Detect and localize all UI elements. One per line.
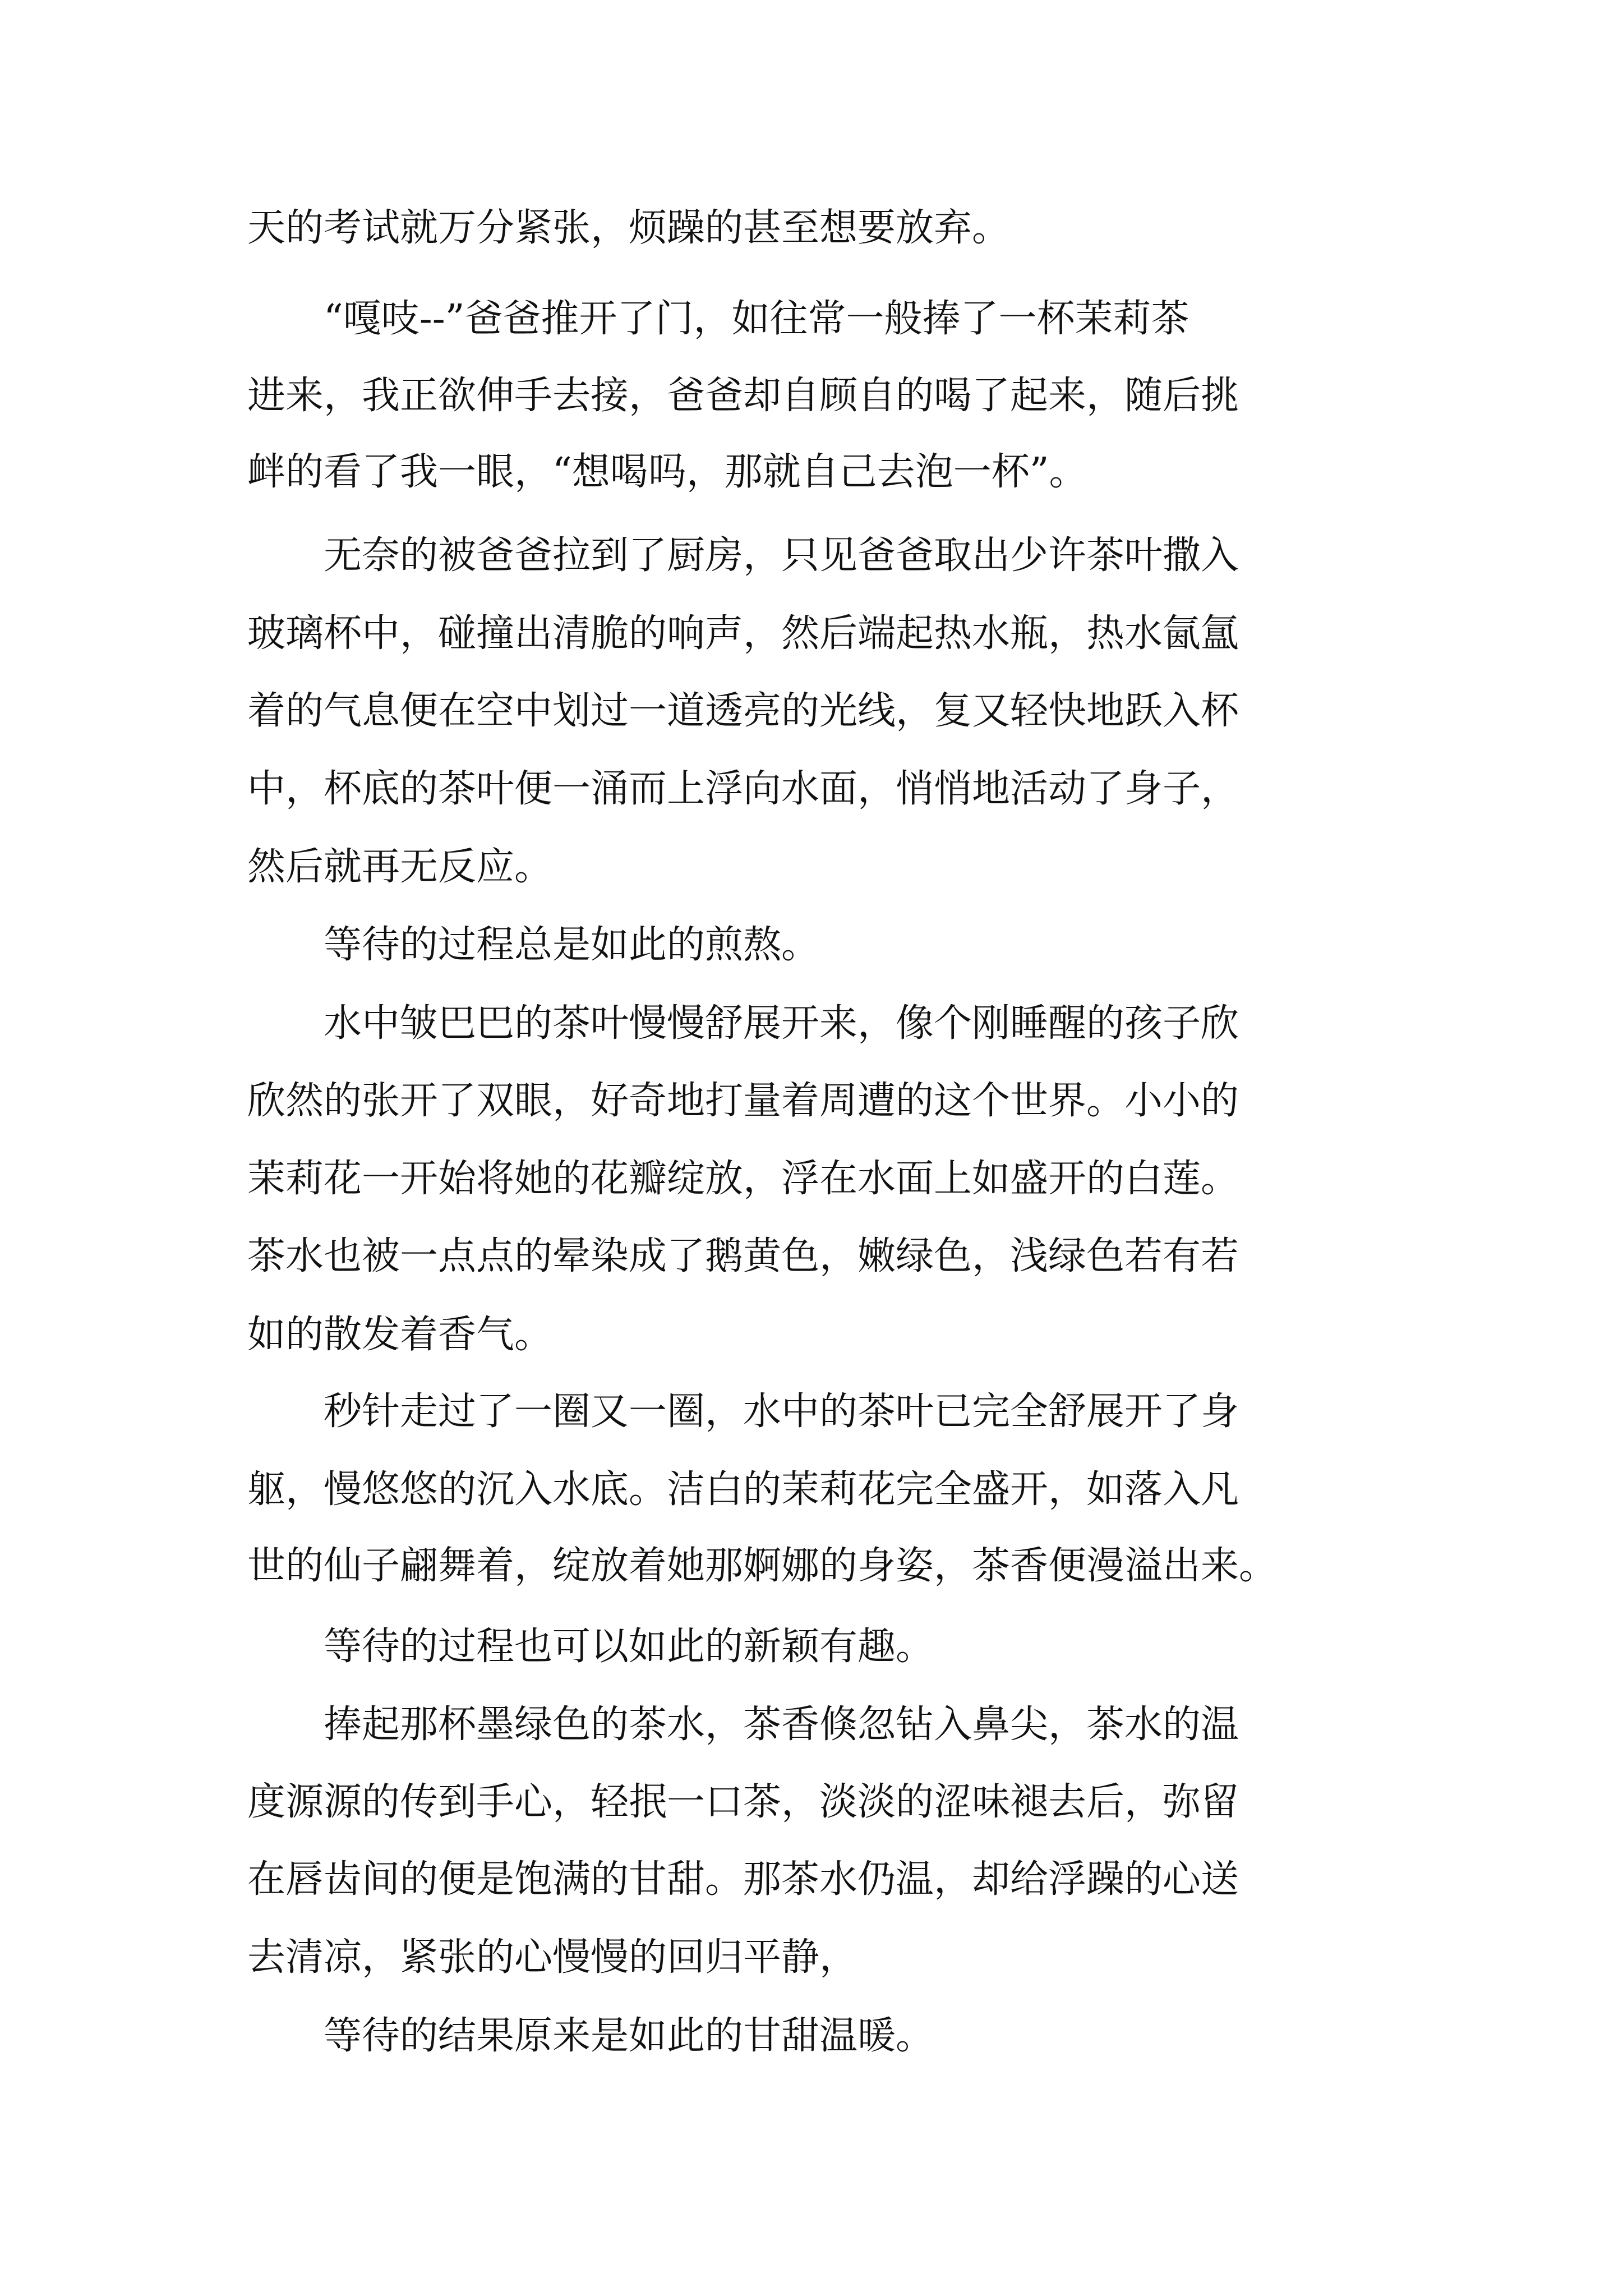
text-line: 茉莉花一开始将她的花瓣绽放，浮在水面上如盛开的白莲。 [247,1157,1239,1201]
text-line: 玻璃杯中，碰撞出清脆的响声，然后端起热水瓶，热水氤氲 [247,611,1239,656]
text-line: 茶水也被一点点的晕染成了鹅黄色，嫩绿色，浅绿色若有若 [247,1234,1239,1278]
text-line: 着的气息便在空中划过一道透亮的光线，复又轻快地跃入杯 [247,689,1239,733]
text-line: 如的散发着香气。 [247,1313,553,1357]
text-line: “嘎吱--”爸爸推开了门，如往常一般捧了一杯茉莉茶 [247,297,1189,341]
text-line: 衅的看了我一眼，“想喝吗，那就自己去泡一杯”。 [247,450,1087,494]
text-line: 天的考试就万分紧张，烦躁的甚至想要放弃。 [247,206,1011,250]
text-line: 无奈的被爸爸拉到了厨房，只见爸爸取出少许茶叶撒入 [247,533,1239,578]
text-line: 世的仙子翩舞着，绽放着她那婀娜的身姿，茶香便漫溢出来。 [247,1544,1278,1588]
text-line: 欣然的张开了双眼，好奇地打量着周遭的这个世界。小小的 [247,1079,1239,1123]
text-line: 中，杯底的茶叶便一涌而上浮向水面，悄悄地活动了身子， [247,767,1239,811]
text-line: 捧起那杯墨绿色的茶水，茶香倏忽钻入鼻尖，茶水的温 [247,1703,1239,1747]
text-line: 度源源的传到手心，轻抿一口茶，淡淡的涩味褪去后，弥留 [247,1780,1239,1824]
text-line: 等待的过程也可以如此的新颖有趣。 [247,1625,934,1669]
text-line: 等待的结果原来是如此的甘甜温暖。 [247,2014,934,2058]
text-line: 去清凉，紧张的心慢慢的回归平静， [247,1935,858,1980]
text-line: 然后就再无反应。 [247,845,553,889]
text-line: 等待的过程总是如此的煎熬。 [247,923,820,967]
text-line: 进来，我正欲伸手去接，爸爸却自顾自的喝了起来，随后挑 [247,374,1239,418]
text-line: 躯，慢悠悠的沉入水底。洁白的茉莉花完全盛开，如落入凡 [247,1467,1239,1512]
text-line: 秒针走过了一圈又一圈，水中的茶叶已完全舒展开了身 [247,1389,1239,1434]
text-line: 在唇齿间的便是饱满的甘甜。那茶水仍温，却给浮躁的心送 [247,1857,1239,1902]
text-line: 水中皱巴巴的茶叶慢慢舒展开来，像个刚睡醒的孩子欣 [247,1001,1239,1046]
